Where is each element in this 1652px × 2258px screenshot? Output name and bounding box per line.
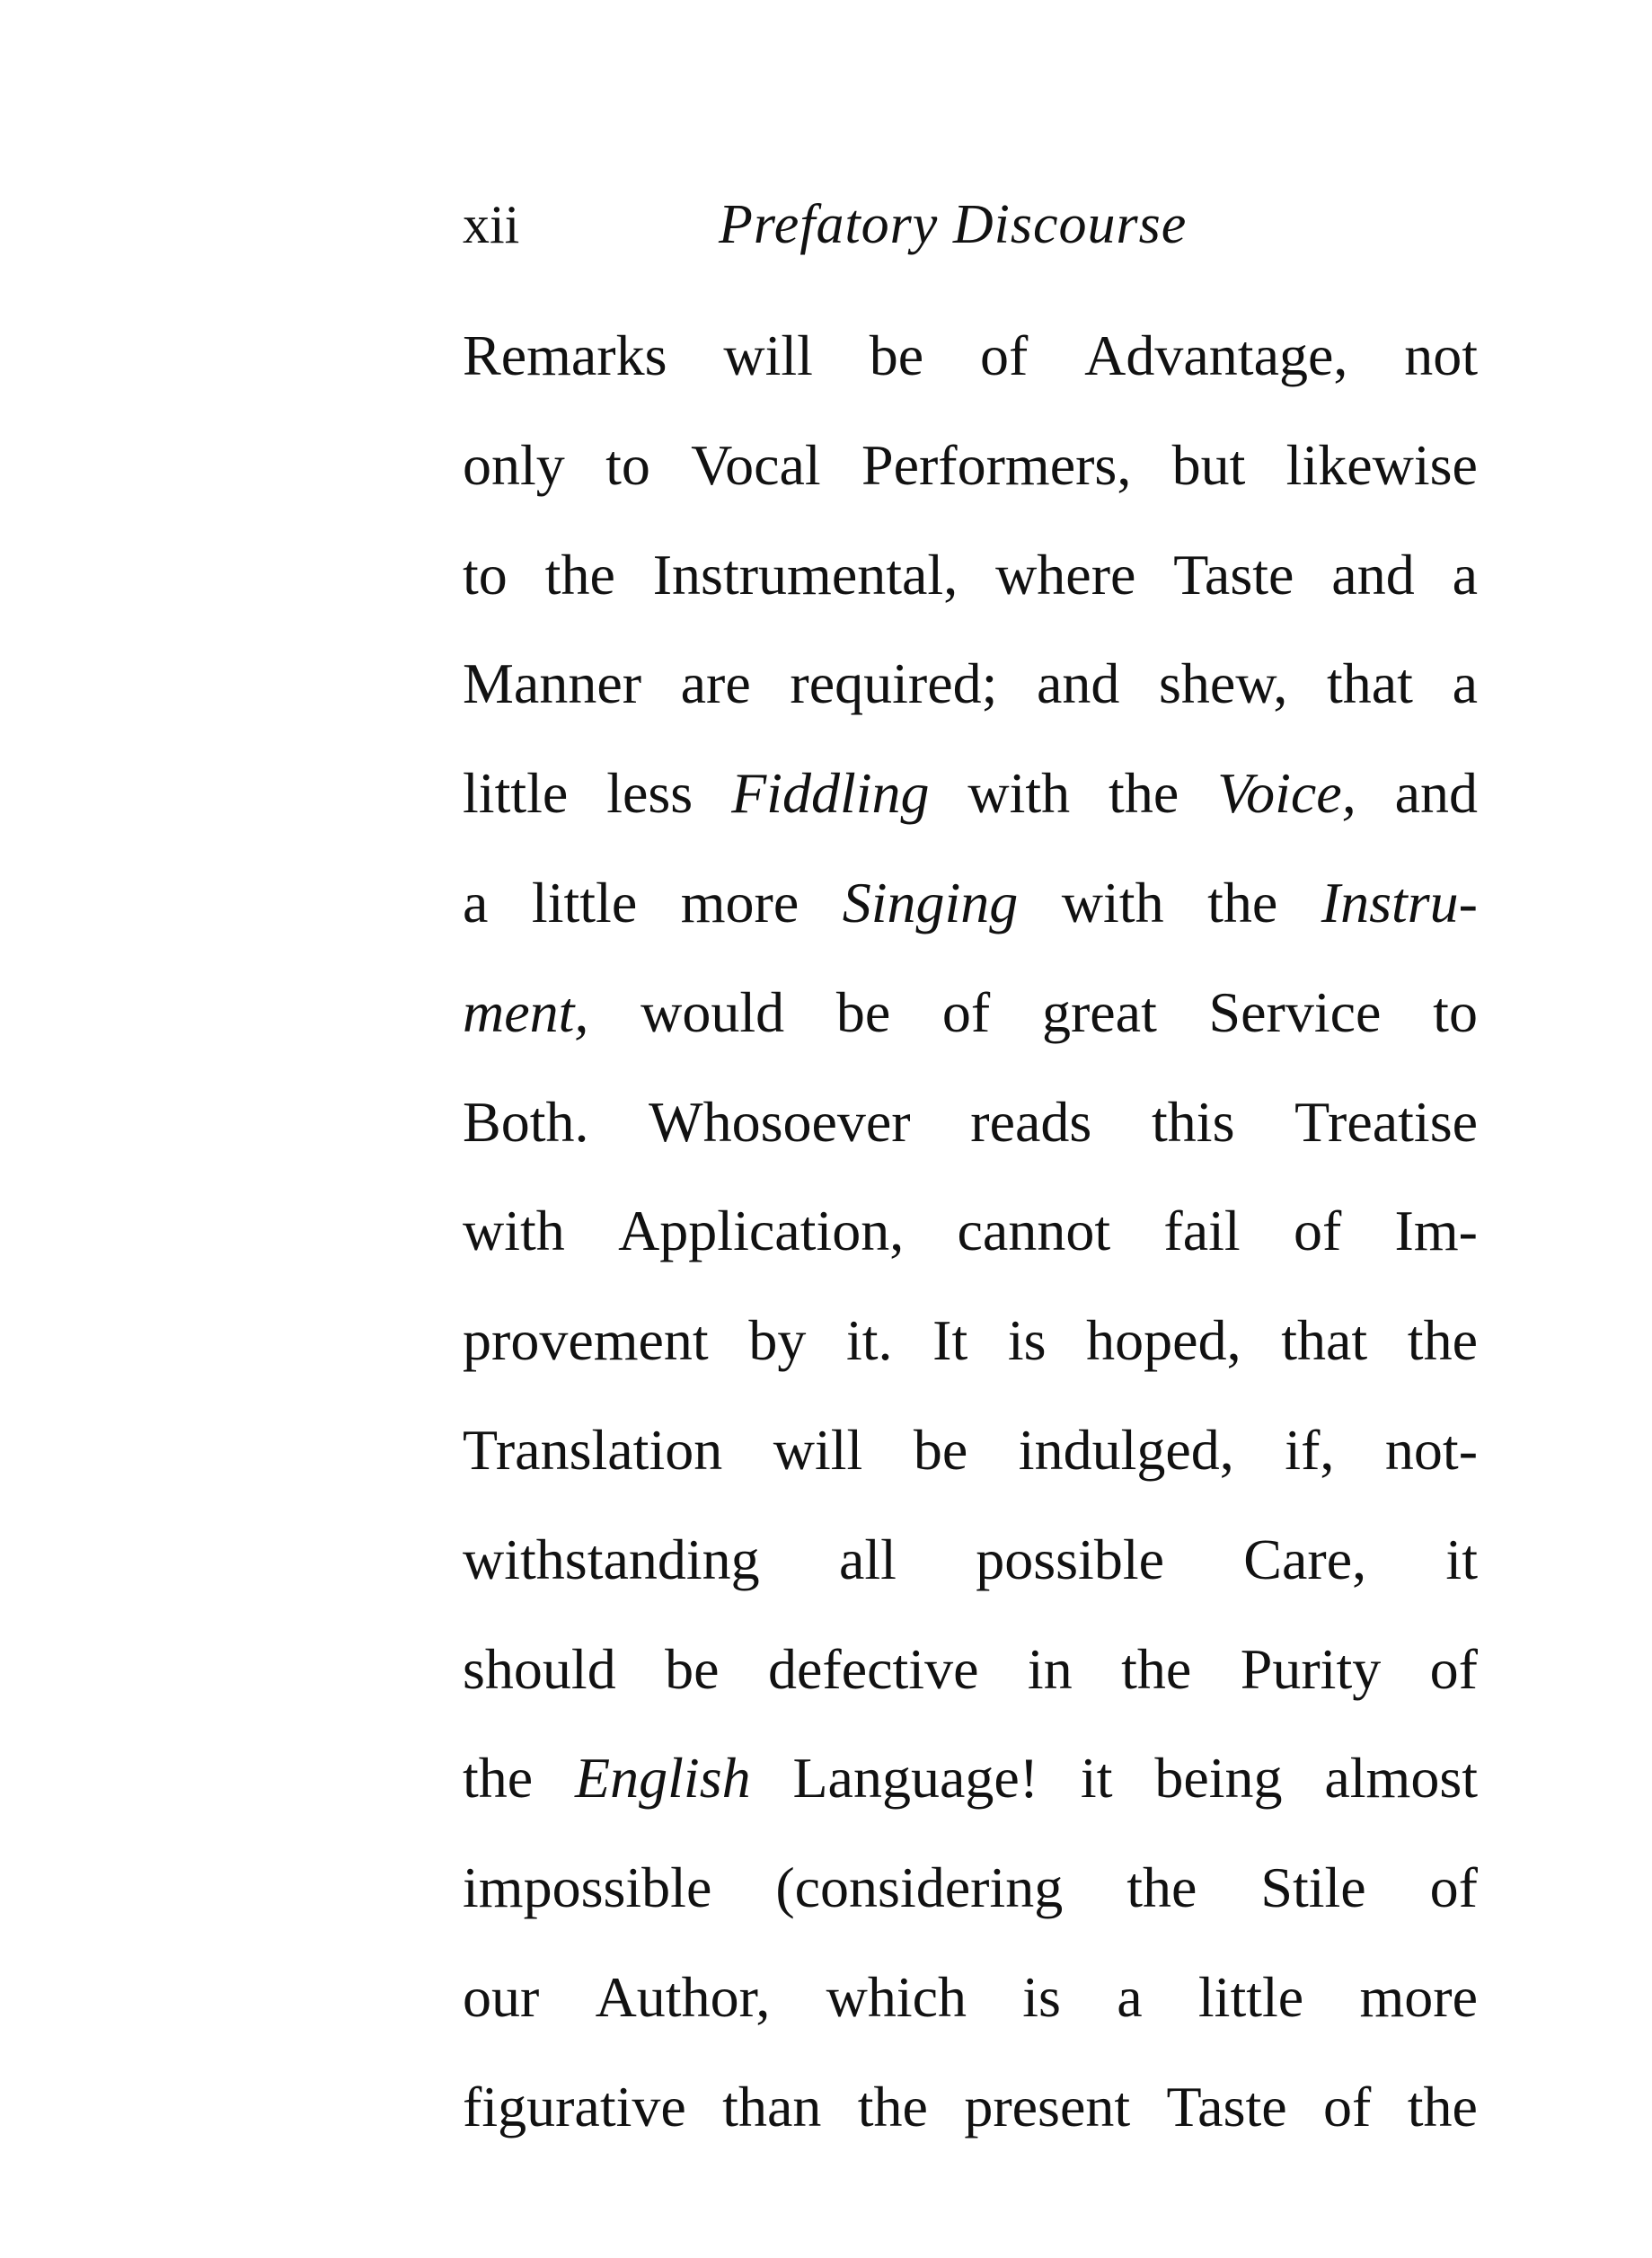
word: that <box>1326 651 1413 716</box>
text-line <box>463 848 1478 958</box>
word: Performers, <box>861 432 1132 497</box>
word: and <box>1036 651 1120 716</box>
word: Im- <box>1394 1199 1478 1263</box>
word: Both. <box>463 1089 589 1154</box>
word: a <box>463 870 489 934</box>
word: provement <box>463 1308 709 1373</box>
word: shew, <box>1159 651 1288 716</box>
word: of <box>941 979 991 1044</box>
word: Whosoever <box>649 1089 911 1154</box>
word: less <box>606 761 693 826</box>
word: (considering <box>775 1855 1064 1920</box>
running-head <box>463 184 1478 265</box>
word: the <box>1407 1308 1478 1373</box>
word: where <box>995 542 1136 607</box>
word: It <box>932 1308 968 1373</box>
word: if, <box>1285 1417 1335 1482</box>
text-line <box>463 629 1478 739</box>
word: great <box>1041 979 1157 1044</box>
word: of <box>1429 1855 1478 1920</box>
word: Remarks <box>463 323 667 387</box>
word: be <box>835 979 891 1044</box>
word: a <box>1117 1964 1143 2029</box>
word: by <box>748 1308 807 1373</box>
word: not <box>1404 323 1478 387</box>
word: the <box>1109 761 1179 826</box>
word: little <box>531 870 638 934</box>
italic-word: Fiddling <box>731 761 930 826</box>
word: Taste <box>1166 2074 1287 2138</box>
body-text <box>463 301 1478 2162</box>
italic-word: Voice, <box>1217 761 1356 826</box>
word: present <box>964 2074 1131 2138</box>
word: figurative <box>463 2074 686 2138</box>
text-line <box>463 1286 1478 1395</box>
word: indulged, <box>1018 1417 1234 1482</box>
word: reads <box>970 1089 1092 1154</box>
word: are <box>680 651 751 716</box>
word: almost <box>1324 1746 1478 1811</box>
word: Vocal <box>691 432 821 497</box>
italic-word: English <box>575 1746 751 1811</box>
word: be <box>665 1636 720 1701</box>
word: and <box>1331 542 1415 607</box>
word: Stile <box>1260 1855 1366 1920</box>
word: little <box>1197 1964 1304 2029</box>
word: possible <box>976 1527 1164 1591</box>
word: would <box>640 979 785 1044</box>
italic-word: Instru- <box>1321 870 1478 934</box>
text-line <box>463 1395 1478 1505</box>
word: the <box>1207 870 1278 934</box>
word: Service <box>1208 979 1382 1044</box>
text-line <box>463 1067 1478 1177</box>
word: the <box>463 1746 534 1811</box>
word: of <box>1323 2074 1372 2138</box>
word: Care, <box>1243 1527 1367 1591</box>
word: Translation <box>463 1417 723 1482</box>
word: required; <box>790 651 998 716</box>
word: Author, <box>595 1964 771 2029</box>
word: of <box>1429 1636 1478 1701</box>
word: which <box>826 1964 967 2029</box>
word: and <box>1394 761 1478 826</box>
running-title: Prefatory Discourse <box>719 194 1188 255</box>
word: a <box>1452 651 1478 716</box>
italic-word: Singing <box>842 870 1019 934</box>
text-line <box>463 1723 1478 1833</box>
word: hoped, <box>1086 1308 1241 1373</box>
word: not- <box>1384 1417 1478 1482</box>
text-line <box>463 1833 1478 1943</box>
word: more <box>680 870 799 934</box>
word: should <box>463 1636 616 1701</box>
word: cannot <box>957 1199 1111 1263</box>
text-line <box>463 1943 1478 2052</box>
word: is <box>1022 1964 1061 2029</box>
word: to <box>463 542 508 607</box>
word: Purity <box>1240 1636 1382 1701</box>
word: but <box>1171 432 1246 497</box>
text-line <box>463 1505 1478 1615</box>
word: it. <box>845 1308 893 1373</box>
word: withstanding <box>463 1527 760 1591</box>
word: Treatise <box>1294 1089 1478 1154</box>
text-line <box>463 411 1478 520</box>
word: be <box>913 1417 968 1482</box>
word: this <box>1152 1089 1235 1154</box>
text-line <box>463 1176 1478 1286</box>
word: be <box>869 323 924 387</box>
page-number: xii <box>463 195 520 254</box>
word: the <box>1126 1855 1197 1920</box>
word: only <box>463 432 565 497</box>
text-line <box>463 958 1478 1067</box>
word: Taste <box>1173 542 1294 607</box>
text-line <box>463 301 1478 411</box>
word: more <box>1359 1964 1478 2029</box>
word: fail <box>1163 1199 1241 1263</box>
text-line <box>463 2052 1478 2162</box>
word: impossible <box>463 1855 712 1920</box>
word: being <box>1154 1746 1283 1811</box>
word: that <box>1281 1308 1368 1373</box>
word: with <box>967 761 1071 826</box>
word: Manner <box>463 651 642 716</box>
word: our <box>463 1964 540 2029</box>
word: a <box>1452 542 1478 607</box>
word: all <box>838 1527 897 1591</box>
text-line <box>463 739 1478 848</box>
word: to <box>605 432 650 497</box>
word: Application, <box>618 1199 905 1263</box>
word: in <box>1027 1636 1073 1701</box>
word: defective <box>767 1636 979 1701</box>
word: the <box>544 542 615 607</box>
word: with <box>463 1199 565 1263</box>
word: Advantage, <box>1084 323 1348 387</box>
word: Language! <box>792 1746 1039 1811</box>
word: will <box>773 1417 863 1482</box>
word: of <box>1293 1199 1342 1263</box>
word: the <box>857 2074 928 2138</box>
italic-word: ment, <box>463 979 589 1044</box>
word: than <box>722 2074 822 2138</box>
word: with <box>1061 870 1164 934</box>
word: the <box>1407 2074 1478 2138</box>
word: is <box>1007 1308 1047 1373</box>
text-line <box>463 1615 1478 1724</box>
word: Instrumental, <box>652 542 959 607</box>
word: will <box>723 323 813 387</box>
word: the <box>1121 1636 1192 1701</box>
word: to <box>1433 979 1478 1044</box>
word: little <box>463 761 569 826</box>
text-line <box>463 520 1478 630</box>
word: it <box>1445 1527 1478 1591</box>
word: likewise <box>1285 432 1478 497</box>
word: it <box>1080 1746 1113 1811</box>
word: of <box>980 323 1029 387</box>
